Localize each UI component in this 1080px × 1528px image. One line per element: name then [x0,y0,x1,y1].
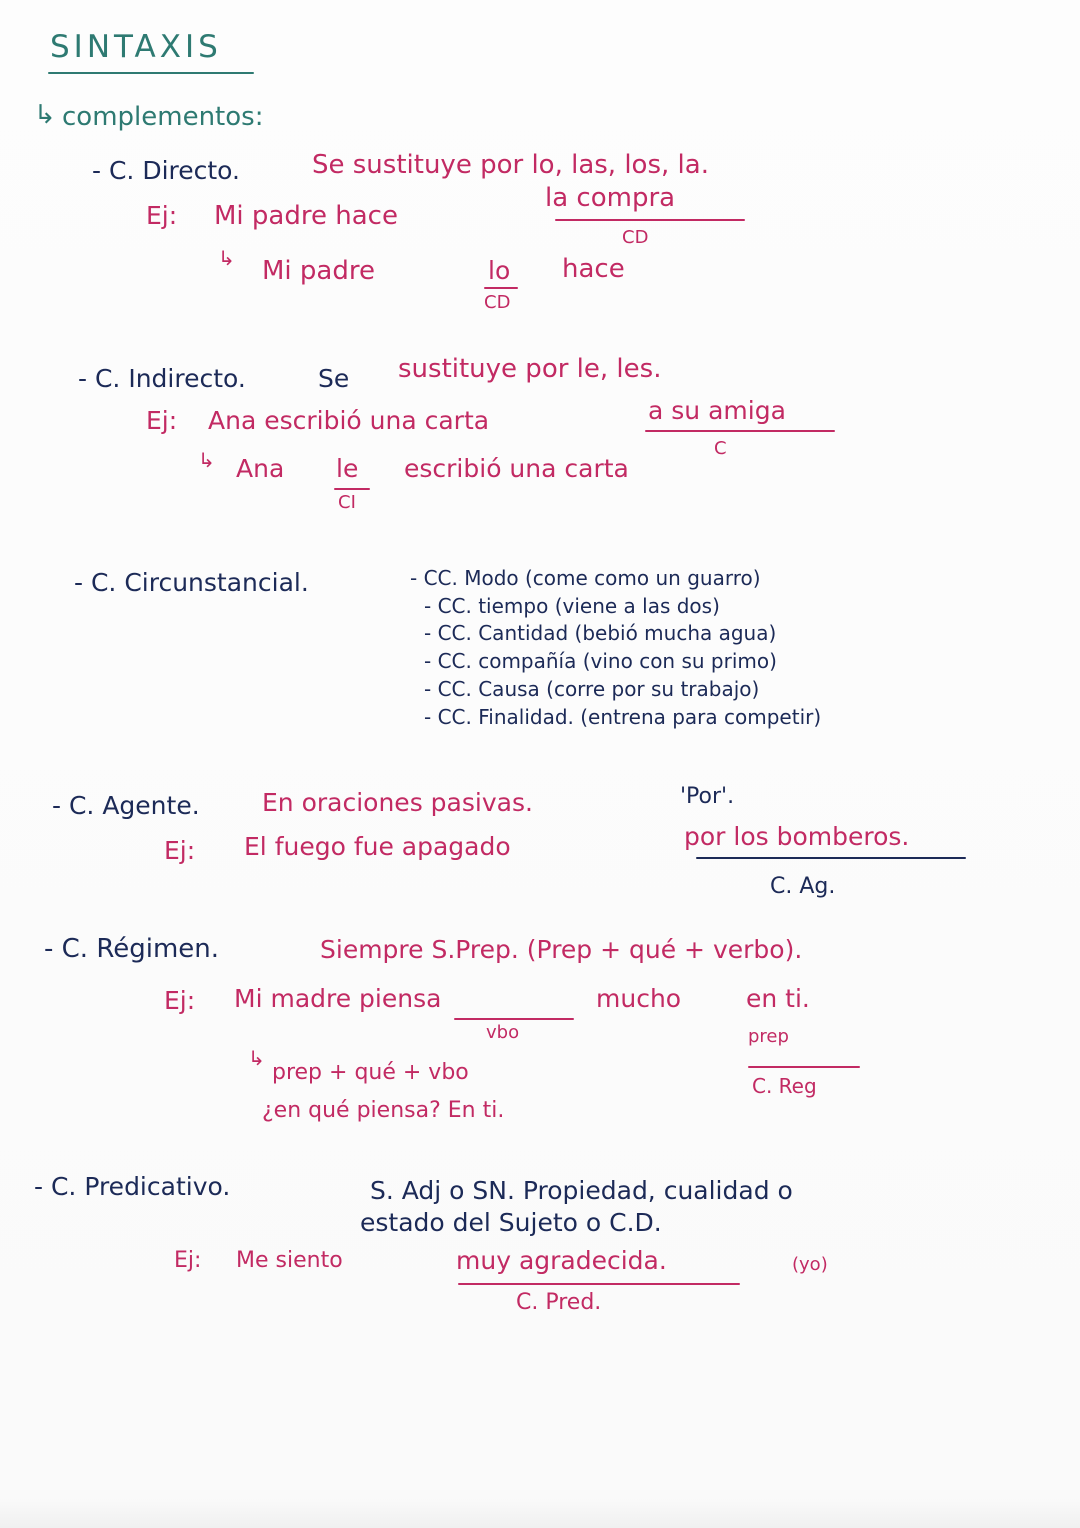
directo-ex-subject: Mi padre hace [214,201,398,231]
title-underline [48,72,254,74]
predicativo-ex-pred: muy agradecida. [456,1246,667,1275]
indirecto-arrow-icon: ↳ [198,448,215,472]
directo-cd-tag: CD [622,227,649,248]
regimen-reg-tag: C. Reg [752,1074,817,1098]
regimen-obj-underline [748,1066,860,1068]
agente-ex-text: El fuego fue apagado [244,832,511,861]
indirecto-ex2-rest: escribió una carta [404,454,629,483]
directo-ex2-pronoun: lo [488,256,511,285]
circunstancial-item: - CC. Causa (corre por su trabajo) [424,677,760,701]
predicativo-rule-line2: estado del Sujeto o C.D. [360,1208,662,1237]
page-bottom-edge [0,1498,1080,1528]
agente-tag: C. Ag. [770,874,836,899]
circunstancial-item: - CC. Finalidad. (entrena para competir) [424,705,822,729]
agente-agent-underline [696,857,966,859]
directo-ex2-verb: hace [562,254,625,284]
directo-ex-label: Ej: [146,201,178,230]
agente-ex-agent: por los bomberos. [684,822,910,851]
directo-rule: Se sustituye por lo, las, los, la. [312,150,709,180]
regimen-question: ¿en qué piensa? En ti. [262,1098,505,1123]
predicativo-ex-yo: (yo) [792,1254,828,1275]
subtitle: complementos: [62,102,264,132]
regimen-ex-obj: en ti. [746,984,810,1013]
predicativo-tag: C. Pred. [516,1290,602,1315]
regimen-ex-mucho: mucho [596,984,682,1013]
predicativo-heading: - C. Predicativo. [34,1172,231,1201]
predicativo-rule-line1: S. Adj o SN. Propiedad, cualidad o [370,1176,793,1205]
indirecto-rule-prefix: Se [318,364,350,393]
directo-ex-object: la compra [545,183,676,213]
indirecto-carta-tag: C [714,438,727,459]
agente-ex-label: Ej: [164,836,196,865]
regimen-prep-tag: prep [748,1026,789,1047]
regimen-rule: Siempre S.Prep. (Prep + qué + verbo). [320,935,803,964]
page-title: SINTAXIS [50,29,222,65]
indirecto-ex-object: a su amiga [648,396,786,425]
indirecto-pronoun-underline [334,488,370,490]
indirecto-ex-label: Ej: [146,406,178,435]
regimen-verb-underline [454,1018,574,1020]
regimen-formula: prep + qué + vbo [272,1060,469,1085]
agente-por: 'Por'. [680,784,735,809]
regimen-arrow-icon: ↳ [248,1046,265,1070]
circunstancial-item: - CC. tiempo (viene a las dos) [424,594,720,618]
directo-ex2-subject: Mi padre [262,256,375,286]
predicativo-pred-underline [458,1283,740,1285]
circunstancial-item: - CC. Cantidad (bebió mucha agua) [424,621,777,645]
circunstancial-item: - CC. Modo (come como un guarro) [410,566,761,590]
circunstancial-heading: - C. Circunstancial. [74,568,309,597]
indirecto-rule: sustituye por le, les. [398,354,662,384]
regimen-ex-text: Mi madre piensa [234,984,442,1013]
regimen-vbo-tag: vbo [486,1022,520,1043]
indirecto-ex2-subject: Ana [236,454,285,483]
predicativo-ex-text: Me siento [236,1248,343,1273]
indirecto-ex2-pronoun: le [336,454,359,483]
directo-heading: - C. Directo. [92,156,240,185]
directo-ex2-cd-tag: CD [484,292,511,313]
agente-rule: En oraciones pasivas. [262,788,533,817]
regimen-ex-label: Ej: [164,986,196,1015]
regimen-heading: - C. Régimen. [44,934,220,964]
predicativo-ex-label: Ej: [174,1248,202,1273]
directo-object-underline [555,219,745,221]
agente-heading: - C. Agente. [52,791,200,820]
directo-pronoun-underline [484,287,518,289]
indirecto-ci-tag: CI [338,492,356,513]
circunstancial-item: - CC. compañía (vino con su primo) [424,649,777,673]
indirecto-object-underline [645,430,835,432]
indirecto-heading: - C. Indirecto. [78,364,246,393]
directo-arrow-icon: ↳ [218,246,235,270]
subtitle-arrow-icon: ↳ [34,100,56,130]
indirecto-ex-text: Ana escribió una carta [208,406,490,435]
